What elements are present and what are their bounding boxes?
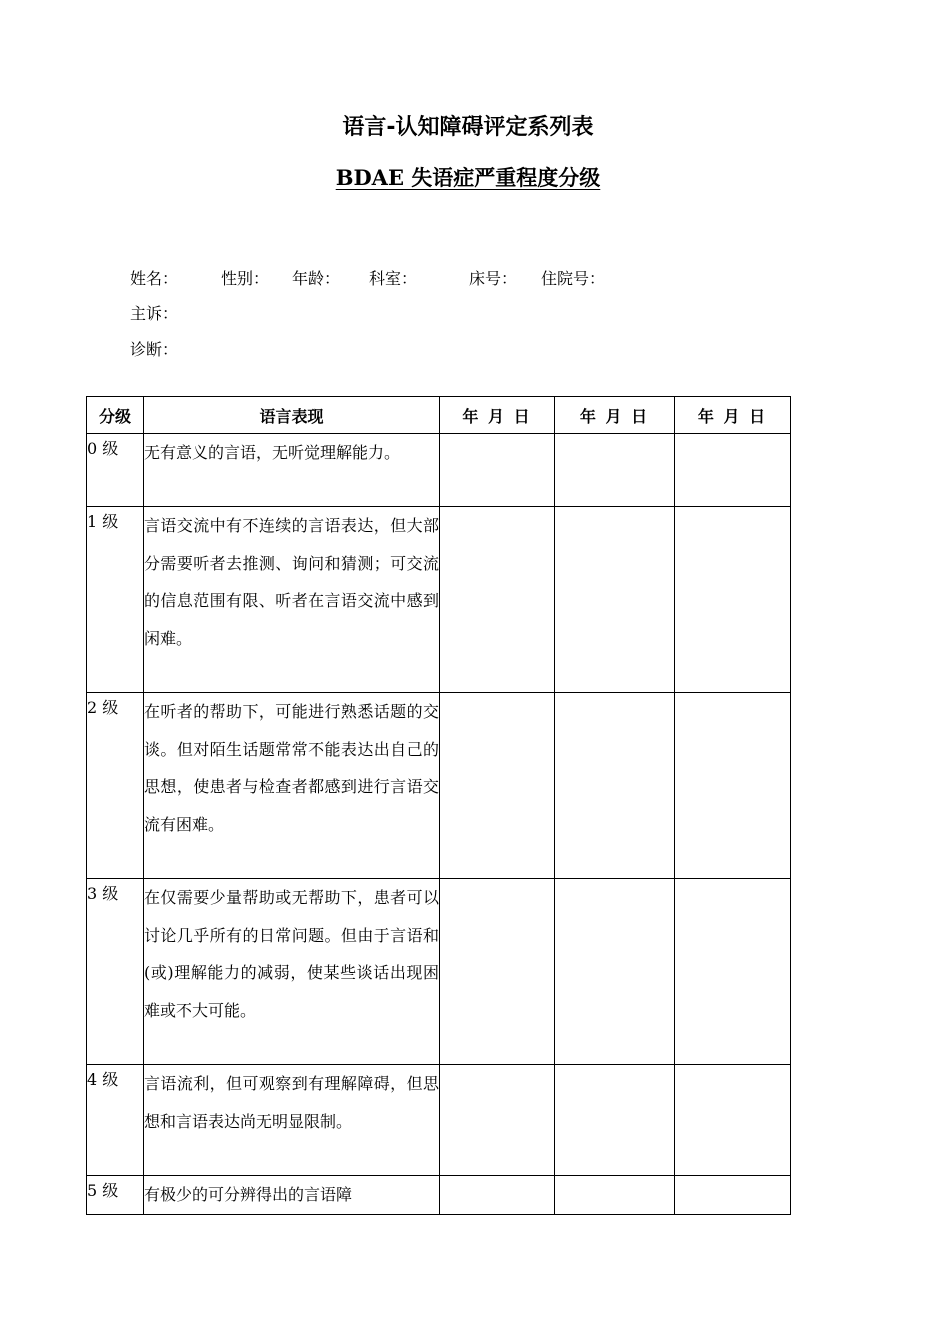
table-row — [87, 693, 791, 879]
column-header-date-1: 年 月 日 — [440, 397, 555, 434]
date-cell-1[interactable] — [440, 693, 555, 879]
bed-label: 床号： — [469, 269, 518, 288]
date-cell-3[interactable] — [675, 434, 791, 507]
description-text: 在仅需要少量帮助或无帮助下，患者可以讨论几乎所有的日常问题。但由于言语和(或)理解能力的减弱，使某些谈话出现困难或不大可能。 — [144, 888, 439, 1020]
document-title: 语言-认知障碍评定系列表 — [342, 115, 594, 140]
date-cell-1[interactable] — [440, 879, 555, 1065]
column-header-date-3: 年 月 日 — [675, 397, 791, 434]
date-cell-2[interactable] — [555, 1065, 675, 1176]
complaint-row — [130, 302, 178, 326]
date-cell-3[interactable] — [675, 693, 791, 879]
description-cell — [144, 879, 440, 1065]
diagnosis-label: 诊断： — [130, 340, 179, 359]
age-label: 年龄： — [292, 269, 341, 288]
column-header-level: 分级 — [87, 397, 144, 434]
date-cell-1[interactable] — [440, 1176, 555, 1215]
diagnosis-row — [130, 338, 178, 362]
document-subtitle — [0, 162, 936, 194]
date-cell-2[interactable] — [555, 507, 675, 693]
date-cell-1[interactable] — [440, 507, 555, 693]
description-text: 言语流利，但可观察到有理解障碍，但思想和言语表达尚无明显限制。 — [144, 1074, 439, 1131]
description-cell — [144, 507, 440, 693]
column-header-date-2: 年 月 日 — [555, 397, 675, 434]
date-cell-2[interactable] — [555, 434, 675, 507]
table-row — [87, 434, 791, 507]
description-cell — [144, 434, 440, 507]
table-header-row — [87, 397, 791, 434]
level-cell: 1 级 — [87, 507, 144, 693]
date-cell-3[interactable] — [675, 1176, 791, 1215]
level-cell: 4 级 — [87, 1065, 144, 1176]
description-text: 有极少的可分辨得出的言语障 — [144, 1185, 353, 1204]
date-cell-2[interactable] — [555, 879, 675, 1065]
date-cell-2[interactable] — [555, 693, 675, 879]
description-text: 无有意义的言语，无听觉理解能力。 — [144, 443, 401, 462]
department-label: 科室： — [369, 269, 418, 288]
level-cell: 2 级 — [87, 693, 144, 879]
name-label: 姓名： — [130, 269, 179, 288]
table-row — [87, 1176, 791, 1215]
level-cell: 0 级 — [87, 434, 144, 507]
subtitle-text: BDAE 失语症严重程度分级 — [335, 165, 601, 190]
description-cell — [144, 693, 440, 879]
date-cell-3[interactable] — [675, 879, 791, 1065]
level-cell: 5 级 — [87, 1176, 144, 1215]
date-cell-1[interactable] — [440, 434, 555, 507]
level-cell: 3 级 — [87, 879, 144, 1065]
date-cell-1[interactable] — [440, 1065, 555, 1176]
column-header-description: 语言表现 — [144, 397, 440, 434]
description-cell — [144, 1176, 440, 1215]
gender-label: 性别： — [221, 269, 270, 288]
admission-number-label: 住院号： — [541, 269, 606, 288]
patient-info-row — [130, 267, 621, 291]
description-text: 言语交流中有不连续的言语表达，但大部分需要听者去推测、询问和猜测；可交流的信息范围有限、听者在言语交流中感到闲难。 — [144, 516, 439, 648]
date-cell-2[interactable] — [555, 1176, 675, 1215]
description-cell — [144, 1065, 440, 1176]
table-row — [87, 507, 791, 693]
severity-table — [86, 396, 791, 1215]
description-text: 在听者的帮助下，可能进行熟悉话题的交谈。但对陌生话题常常不能表达出自己的思想，使患者与检查者都感到进行言语交流有困难。 — [144, 702, 439, 834]
table-row — [87, 1065, 791, 1176]
complaint-label: 主诉： — [130, 304, 179, 323]
table-row — [87, 879, 791, 1065]
date-cell-3[interactable] — [675, 1065, 791, 1176]
date-cell-3[interactable] — [675, 507, 791, 693]
